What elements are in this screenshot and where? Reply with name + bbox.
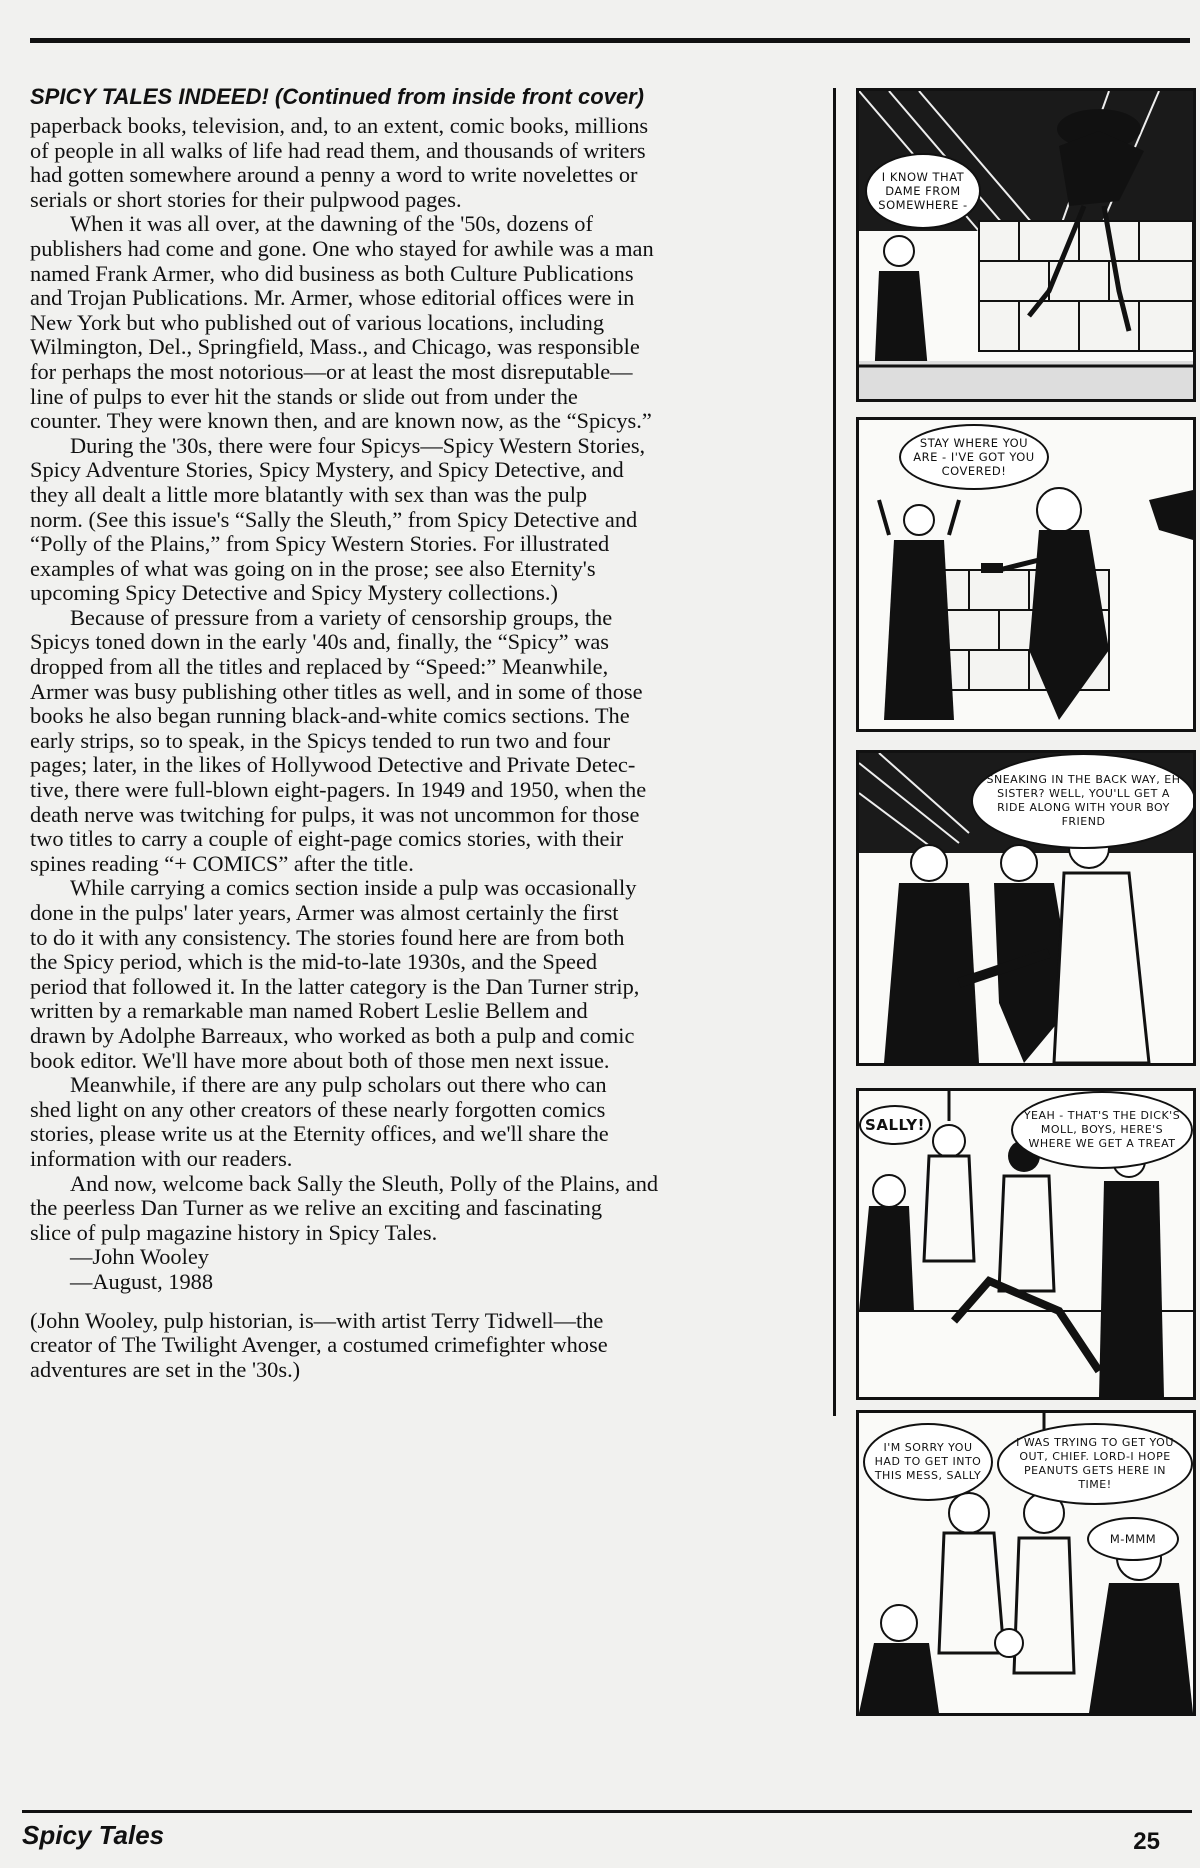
article-line: —August, 1988	[70, 1268, 214, 1294]
panel-1-art	[859, 91, 1193, 399]
article-line: early strips, so to speak, in the Spicys tended to run two and four	[30, 727, 611, 753]
article-line: named Frank Armer, who did business as both Culture Publications	[30, 260, 634, 286]
article-line: counter. They were known then, and are known now, as the “Spicys.”	[30, 408, 652, 434]
article-line: they all dealt a little more blatantly with sex than was the pulp	[30, 481, 588, 507]
article-line: During the '30s, there were four Spicys—Spicy Western Stories,	[70, 432, 646, 458]
comic-panel-2	[856, 417, 1196, 732]
comic-panel-1	[856, 88, 1196, 402]
article-line: Spicys toned down in the early '40s and, finally, the “Spicy” was	[30, 629, 610, 655]
article-line: had gotten somewhere around a penny a word to write novelettes or	[30, 162, 638, 188]
article-line: book editor. We'll have more about both of those men next issue.	[30, 1047, 610, 1073]
comic-panel-3	[856, 750, 1196, 1066]
article-line: and Trojan Publications. Mr. Armer, whose editorial offices were in	[30, 285, 635, 311]
article-heading: SPICY TALES INDEED! (Continued from inside front cover)	[30, 84, 645, 109]
article-line: upcoming Spicy Detective and Spicy Mystery collections.)	[30, 580, 558, 606]
article-line: tive, there were full-blown eight-pagers. In 1949 and 1950, when the	[30, 777, 647, 803]
article-line: the peerless Dan Turner as we relive an exciting and fascinating	[30, 1195, 603, 1221]
speech-balloon: M-MMM	[1087, 1517, 1179, 1561]
comic-panel-5	[856, 1410, 1196, 1716]
article-line: paperback books, television, and, to an extent, comic books, millions	[30, 113, 649, 138]
bottom-rule	[22, 1810, 1192, 1813]
article-line: stories, please write us at the Eternity offices, and we'll share the	[30, 1121, 609, 1147]
article-line: And now, welcome back Sally the Sleuth, Polly of the Plains, and	[70, 1170, 659, 1196]
article-line: written by a remarkable man named Robert Leslie Bellem and	[30, 998, 588, 1024]
article-line: Spicy Adventure Stories, Spicy Mystery, and Spicy Detective, and	[30, 457, 624, 483]
article-line: done in the pulps' later years, Armer was almost certainly the first	[30, 900, 619, 925]
speech-balloon: YEAH - THAT'S THE DICK'S MOLL, BOYS, HERE'S WHERE WE GET A TREAT	[1011, 1091, 1193, 1169]
article-line: Because of pressure from a variety of censorship groups, the	[70, 604, 613, 630]
author-note	[30, 1309, 825, 1383]
speech-balloon: SNEAKING IN THE BACK WAY, EH SISTER? WELL, YOU'LL GET A RIDE ALONG WITH YOUR BOY FRIEND	[971, 753, 1196, 849]
article-line: Wilmington, Del., Springfield, Mass., and Chicago, was responsible	[30, 334, 640, 360]
article-line: for perhaps the most notorious—or at least the most disreputable—	[30, 358, 633, 384]
article-line: New York but who published out of various locations, including	[30, 309, 605, 335]
article-line: period that followed it. In the latter category is the Dan Turner strip,	[30, 973, 640, 999]
article-line: When it was all over, at the dawning of the '50s, dozens of	[70, 211, 593, 237]
speech-balloon: I WAS TRYING TO GET YOU OUT, CHIEF. LORD-I HOPE PEANUTS GETS HERE IN TIME!	[997, 1423, 1193, 1505]
article-line: —John Wooley	[70, 1244, 209, 1270]
article-lines	[30, 114, 825, 1295]
article-line: death nerve was twitching for pulps, it was not uncommon for those	[30, 801, 640, 827]
article-line: pages; later, in the likes of Hollywood Detective and Private Detec-	[30, 752, 636, 778]
article-line: information with our readers.	[30, 1145, 293, 1171]
article-line: spines reading “+ COMICS” after the title.	[30, 850, 414, 876]
article-line: line of pulps to ever hit the stands or slide out from under the	[30, 383, 578, 409]
article-line: to do it with any consistency. The stories found here are from both	[30, 924, 625, 950]
article-line: shed light on any other creators of these nearly forgotten comics	[30, 1096, 606, 1122]
article-line: “Polly of the Plains,” from Spicy Western Stories. For illustrated	[30, 531, 610, 557]
article-line: dropped from all the titles and replaced by “Speed:” Meanwhile,	[30, 654, 609, 680]
article-line: examples of what was going on in the prose; see also Eternity's	[30, 555, 596, 581]
article-line: drawn by Adolphe Barreaux, who worked as both a pulp and comic	[30, 1022, 635, 1048]
article-line: books he also began running black-and-white comics sections. The	[30, 703, 630, 729]
article-line: slice of pulp magazine history in Spicy Tales.	[30, 1219, 438, 1245]
note-line: creator of The Twilight Avenger, a costumed crimefighter whose	[30, 1332, 608, 1358]
speech-balloon: SALLY!	[859, 1105, 931, 1145]
note-line: adventures are set in the '30s.)	[30, 1356, 301, 1382]
speech-balloon: I'M SORRY YOU HAD TO GET INTO THIS MESS, SALLY	[863, 1423, 993, 1501]
page-number: 25	[1133, 1828, 1160, 1855]
note-line: (John Wooley, pulp historian, is—with artist Terry Tidwell—the	[30, 1307, 604, 1333]
article-line: Meanwhile, if there are any pulp scholars out there who can	[70, 1072, 607, 1098]
article-line: publishers had come and gone. One who stayed for awhile was a man	[30, 235, 654, 261]
article-line: While carrying a comics section inside a pulp was occasionally	[70, 875, 637, 901]
column-divider	[833, 88, 836, 1416]
article-line: the Spicy period, which is the mid-to-late 1930s, and the Speed	[30, 949, 598, 975]
footer-title: Spicy Tales	[22, 1820, 165, 1850]
article-body	[30, 114, 825, 1382]
article-line: two titles to carry a couple of eight-page comics stories, with their	[30, 826, 624, 852]
speech-balloon: STAY WHERE YOU ARE - I'VE GOT YOU COVERED!	[899, 424, 1049, 490]
article-line: of people in all walks of life had read them, and thousands of writers	[30, 137, 646, 163]
comic-panel-4	[856, 1088, 1196, 1400]
speech-balloon: I KNOW THAT DAME FROM SOMEWHERE -	[865, 153, 981, 229]
top-rule	[30, 38, 1190, 43]
article-line: norm. (See this issue's “Sally the Sleuth,” from Spicy Detective and	[30, 506, 638, 532]
article-line: Armer was busy publishing other titles as well, and in some of those	[30, 678, 643, 704]
article-line: serials or short stories for their pulpwood pages.	[30, 186, 462, 212]
